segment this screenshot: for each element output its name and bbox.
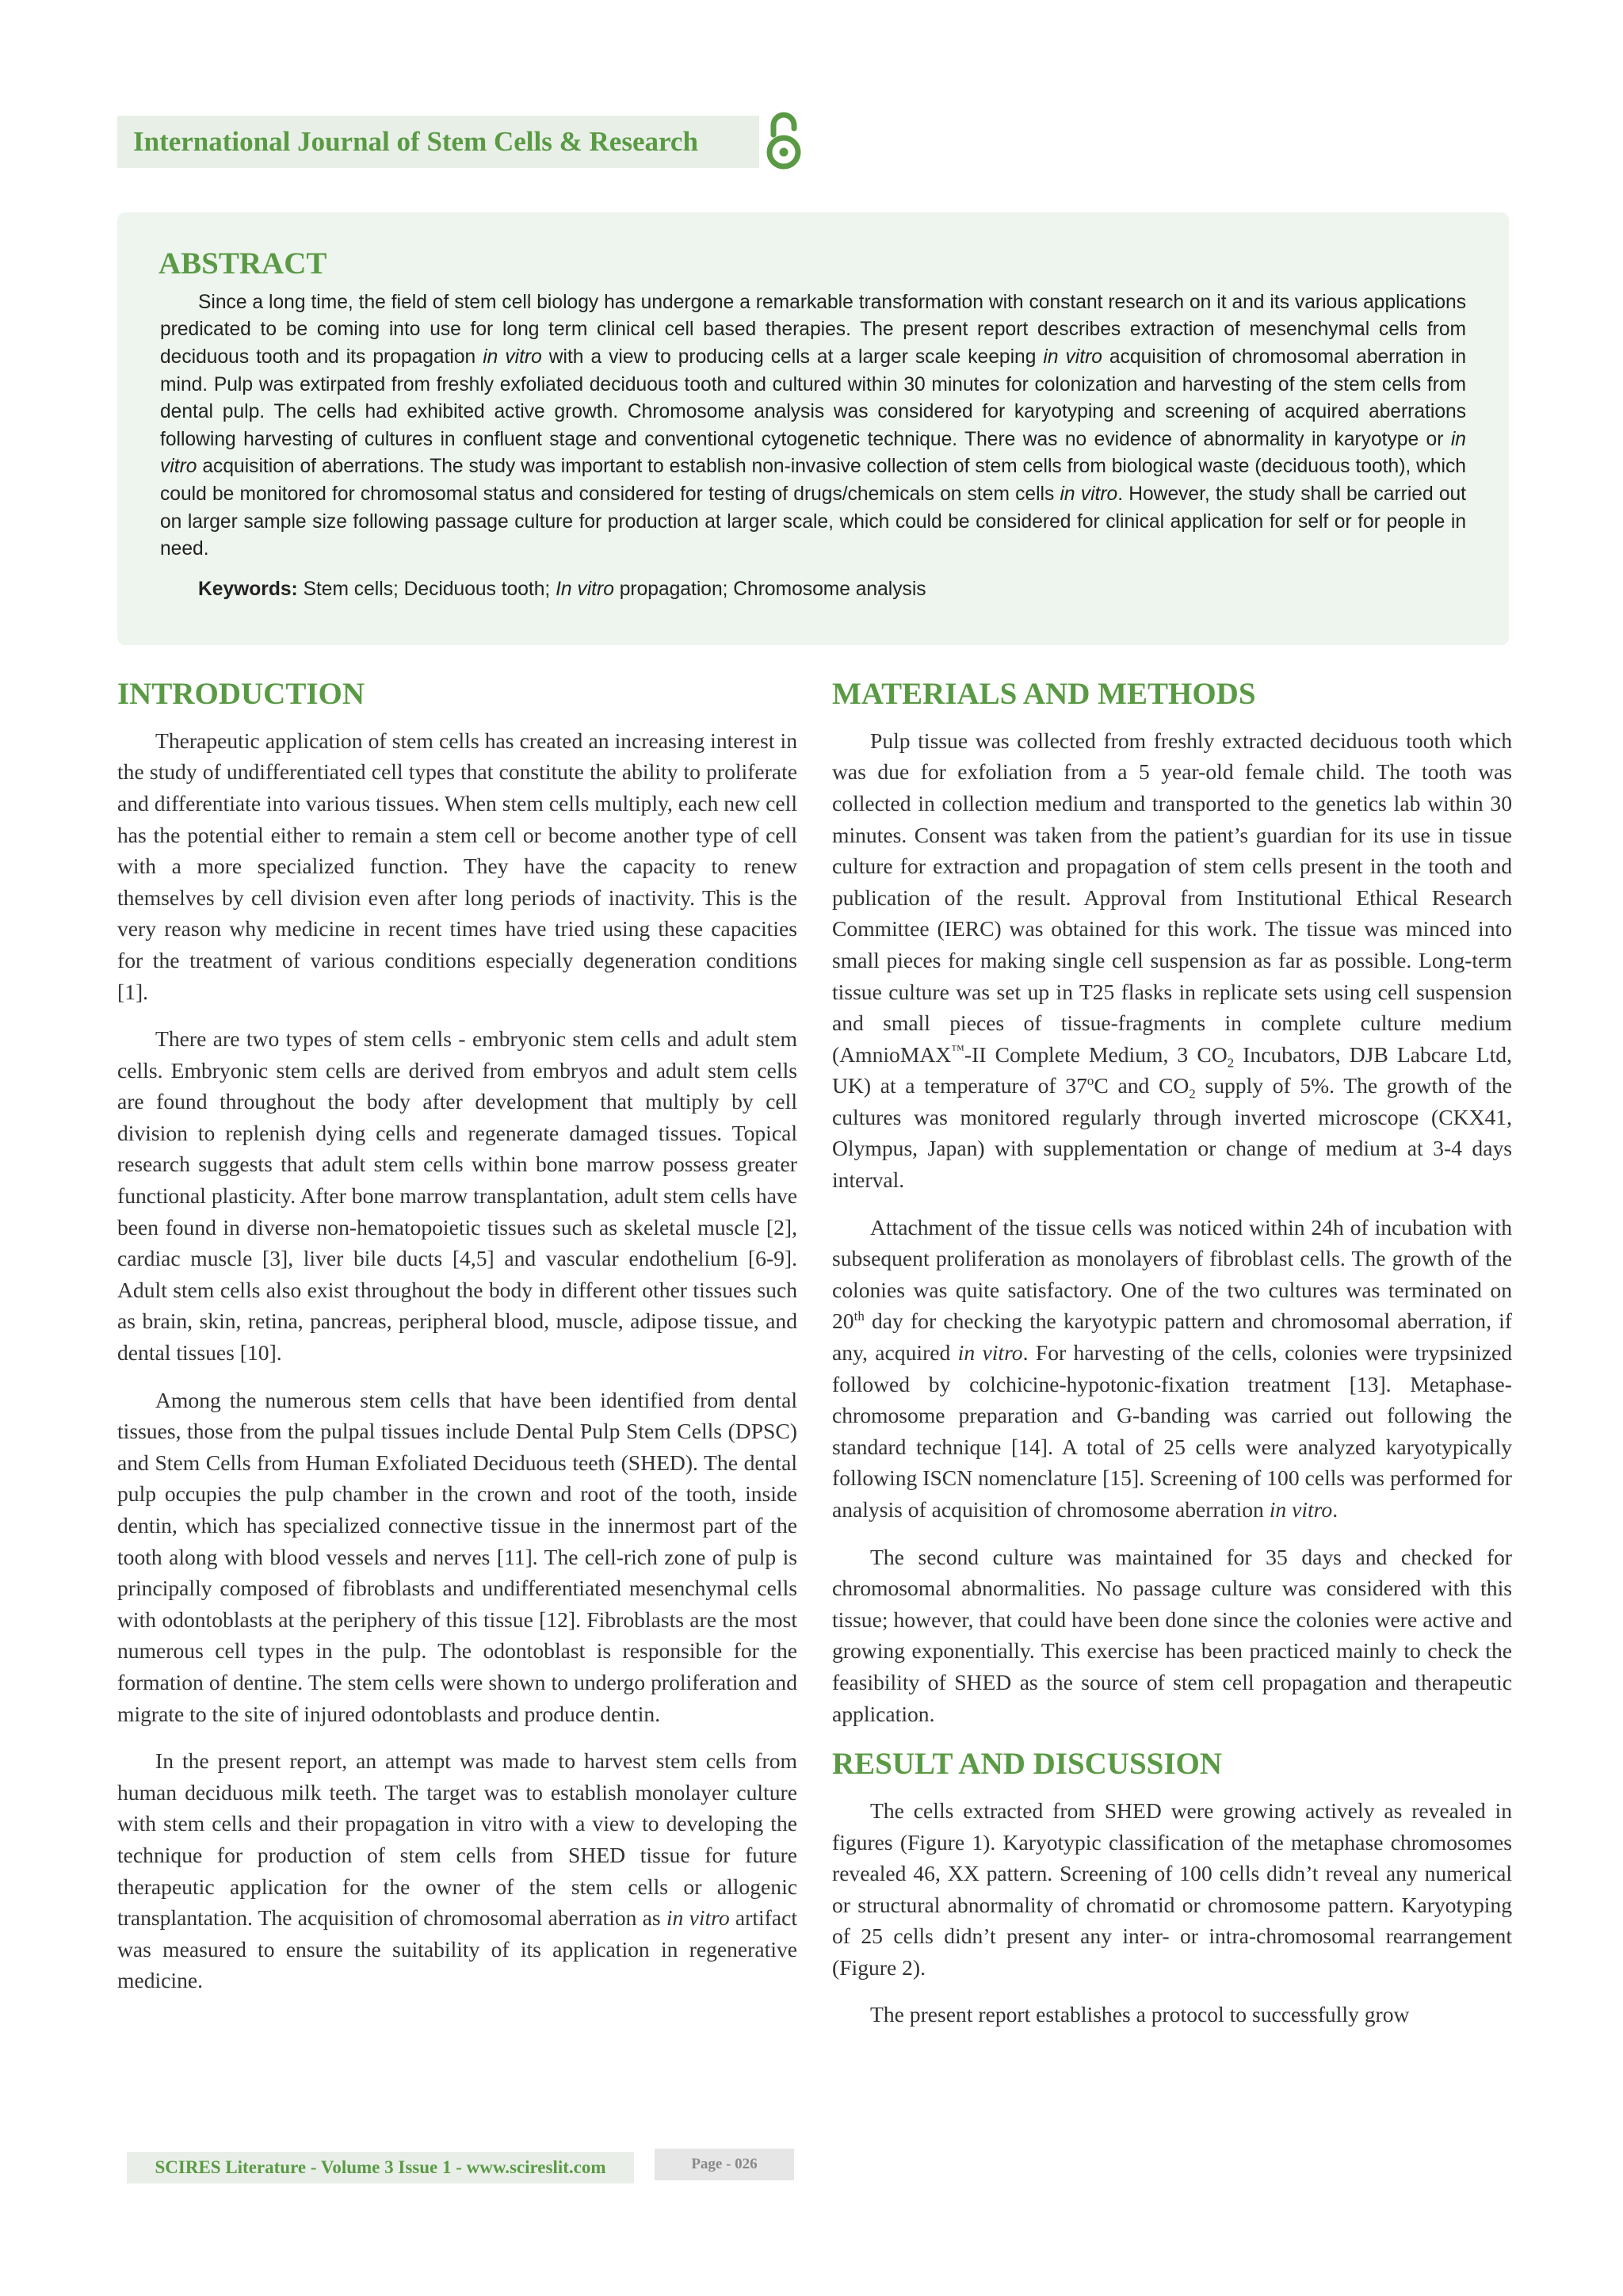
introduction-paragraph: Among the numerous stem cells that have been identified from dental tissues, those from the pulpal tissues include Dental Pulp Stem Cells (DPSC) and Stem Cells from Human Exfoliated Deciduous teeth (SHED). The dental pulp occupies the pulp chamber in the crown and root of the tooth, inside dentin, which has specialized connective tissue in the innermost part of the tooth along with blood vessels and nerves [11]. The cell-rich zone of pulp is principally composed of fibroblasts and undifferentiated mesenchymal cells with odontoblasts at the periphery of this tissue [12]. Fibroblasts are the most numerous cell types in the pulp. The odontoblast is responsible for the formation of dentine. The stem cells were shown to undergo proliferation and migrate to the site of injured odontoblasts and produce dentin. xyxy=(117,1387,797,1726)
results-heading: RESULT AND DISCUSSION xyxy=(832,1747,1223,1782)
results-paragraph: The present report establishes a protocol to successfully grow xyxy=(870,2002,1410,2027)
introduction-paragraph: Therapeutic application of stem cells has created an increasing interest in the study of undifferentiated cell types that constitute the ability to proliferate and differentiate into various tissues. When stem cells multiply, each new cell has the potential either to remain a stem cell or become another type of cell with a more specialized function. They have the capacity to renew themselves by cell division even after long periods of inactivity. This is the very reason why medicine in recent times have tried using these capacities for the treatment of various conditions especially degeneration conditions [1]. xyxy=(117,728,797,1004)
methods-paragraph: Pulp tissue was collected from freshly extracted deciduous tooth which was due for exfoliation from a 5 year-old female child. The tooth was collected in collection medium and transported to the genetics lab within 30 minutes. Consent was taken from the patient’s guardian for its use in tissue culture for extraction and propagation of stem cells present in the tooth and publication of the result. Approval from Institutional Ethical Research Committee (IERC) was obtained for this work. The tissue was minced into small pieces for making single cell suspension as far as possible. Long-term tissue culture was set up in T25 flasks in replicate sets using cell suspension and small pieces of tissue-fragments in complete culture medium (AmnioMAX™-II Complete Medium, 3 $CO_2$ Incubators, DJB Labcare Ltd, UK) at a temperature of 37$^o$C and $CO_2$ supply of 5%. The growth of the cultures was monitored regularly through inverted microscope (CKX41, Olympus, Japan) with supplementation or change of medium at 3-4 days interval. xyxy=(832,728,1512,1193)
footer-citation: SCIRES Literature - Volume 3 Issue 1 - www.scireslit.com xyxy=(127,2152,634,2183)
abstract-box xyxy=(117,212,1509,645)
right-column xyxy=(832,675,1512,2046)
journal-header xyxy=(117,116,759,168)
introduction-paragraph: There are two types of stem cells - embryonic stem cells and adult stem cells. Embryonic stem cells are derived from embryos and adult stem cells are found throughout the body after development that multiply by cell division to replenish dying cells and regenerate damaged tissues. Topical research suggests that adult stem cells within bone marrow possess greater functional plasticity. After bone marrow transplantation, adult stem cells have been found in diverse non-hematopoietic tissues such as skeletal muscle [2], cardiac muscle [3], liver bile ducts [4,5] and vascular endothelium [6-9]. Adult stem cells also exist throughout the body in different other tissues such as brain, skin, retina, pancreas, peripheral blood, muscle, adipose tissue, and dental tissues [10]. xyxy=(117,1026,797,1366)
introduction-heading: INTRODUCTION xyxy=(117,677,365,711)
methods-paragraph: The second culture was maintained for 35 days and checked for chromosomal abnormalities. No passage culture was considered with this tissue; however, that could have been done since the colonies were active and growing exponentially. This exercise has been practiced mainly to check the feasibility of SHED as the source of stem cell propagation and therapeutic application. xyxy=(832,1544,1512,1726)
results-paragraph: The cells extracted from SHED were growing actively as revealed in figures (Figure 1). Karyotypic classification of the metaphase chromosomes revealed 46, XX pattern. Screening of 100 cells didn’t reveal any numerical or structural abnormality of chromatid or chromosome pattern. Karyotyping of 25 cells didn’t present any inter- or intra-chromosomal rearrangement (Figure 2). xyxy=(832,1797,1512,1980)
methods-paragraph: Attachment of the tissue cells was noticed within 24h of incubation with subsequent proliferation as monolayers of fibroblast cells. The growth of the colonies was quite satisfactory. One of the two cultures was terminated on 20th day for checking the karyotypic pattern and chromosomal aberration, if any, acquired in vitro. For harvesting of the cells, colonies were trypsinized followed by colchicine-hypotonic-fixation treatment [13]. Metaphase-chromosome preparation and G-banding was carried out following the standard technique [14]. A total of 25 cells were analyzed karyotypically following ISCN nomenclature [15]. Screening of 100 cells was performed for analysis of acquisition of chromosome aberration in vitro. xyxy=(832,1214,1513,1522)
abstract-text: Since a long time, the field of stem cell biology has undergone a remarkable transformation with constant research on it and its various applications predicated to be coming into use for long term clinical cell based therapies. The present report describes extraction of mesenchymal cells from deciduous tooth and its propagation in vitro with a view to producing cells at a larger scale keeping in vitro acquisition of chromosomal aberration in mind. Pulp was extirpated from freshly exfoliated deciduous tooth and cultured within 30 minutes for colonization and harvesting of the stem cells from dental pulp. The cells had exhibited active growth. Chromosome analysis was considered for karyotyping and screening of acquired aberrations following harvesting of cultures in confluent stage and conventional cytogenetic technique. There was no evidence of abnormality in karyotype or in vitro acquisition of aberrations. The study was important to establish non-invasive collection of stem cells from biological waste (deciduous tooth), which could be monitored for chromosomal status and considered for testing of drugs/chemicals on stem cells in vitro. However, the study shall be carried out on larger sample size following passage culture for production at larger scale, which could be considered for clinical application for self or for people in need. xyxy=(160,291,1467,560)
introduction-paragraph: In the present report, an attempt was made to harvest stem cells from human deciduous milk teeth. The target was to establish monolayer culture with stem cells and their propagation in vitro with a view to developing the technique for production of stem cells from SHED tissue for future therapeutic application for the owner of the stem cells or allogenic transplantation. The acquisition of chromosomal aberration as in vitro artifact was measured to ensure the suitability of its application in regenerative medicine. xyxy=(117,1748,798,1993)
open-access-icon xyxy=(764,111,804,171)
left-column xyxy=(117,675,797,2012)
keywords xyxy=(198,576,1466,603)
page-number: Page - 026 xyxy=(655,2149,794,2180)
keywords-list: Stem cells; Deciduous tooth; In vitro propagation; Chromosome analysis xyxy=(297,578,926,600)
abstract-heading: ABSTRACT xyxy=(158,246,327,281)
journal-title: International Journal of Stem Cells & Research xyxy=(133,126,698,157)
keywords-label: Keywords: xyxy=(198,578,298,600)
methods-heading: MATERIALS AND METHODS xyxy=(832,677,1256,711)
